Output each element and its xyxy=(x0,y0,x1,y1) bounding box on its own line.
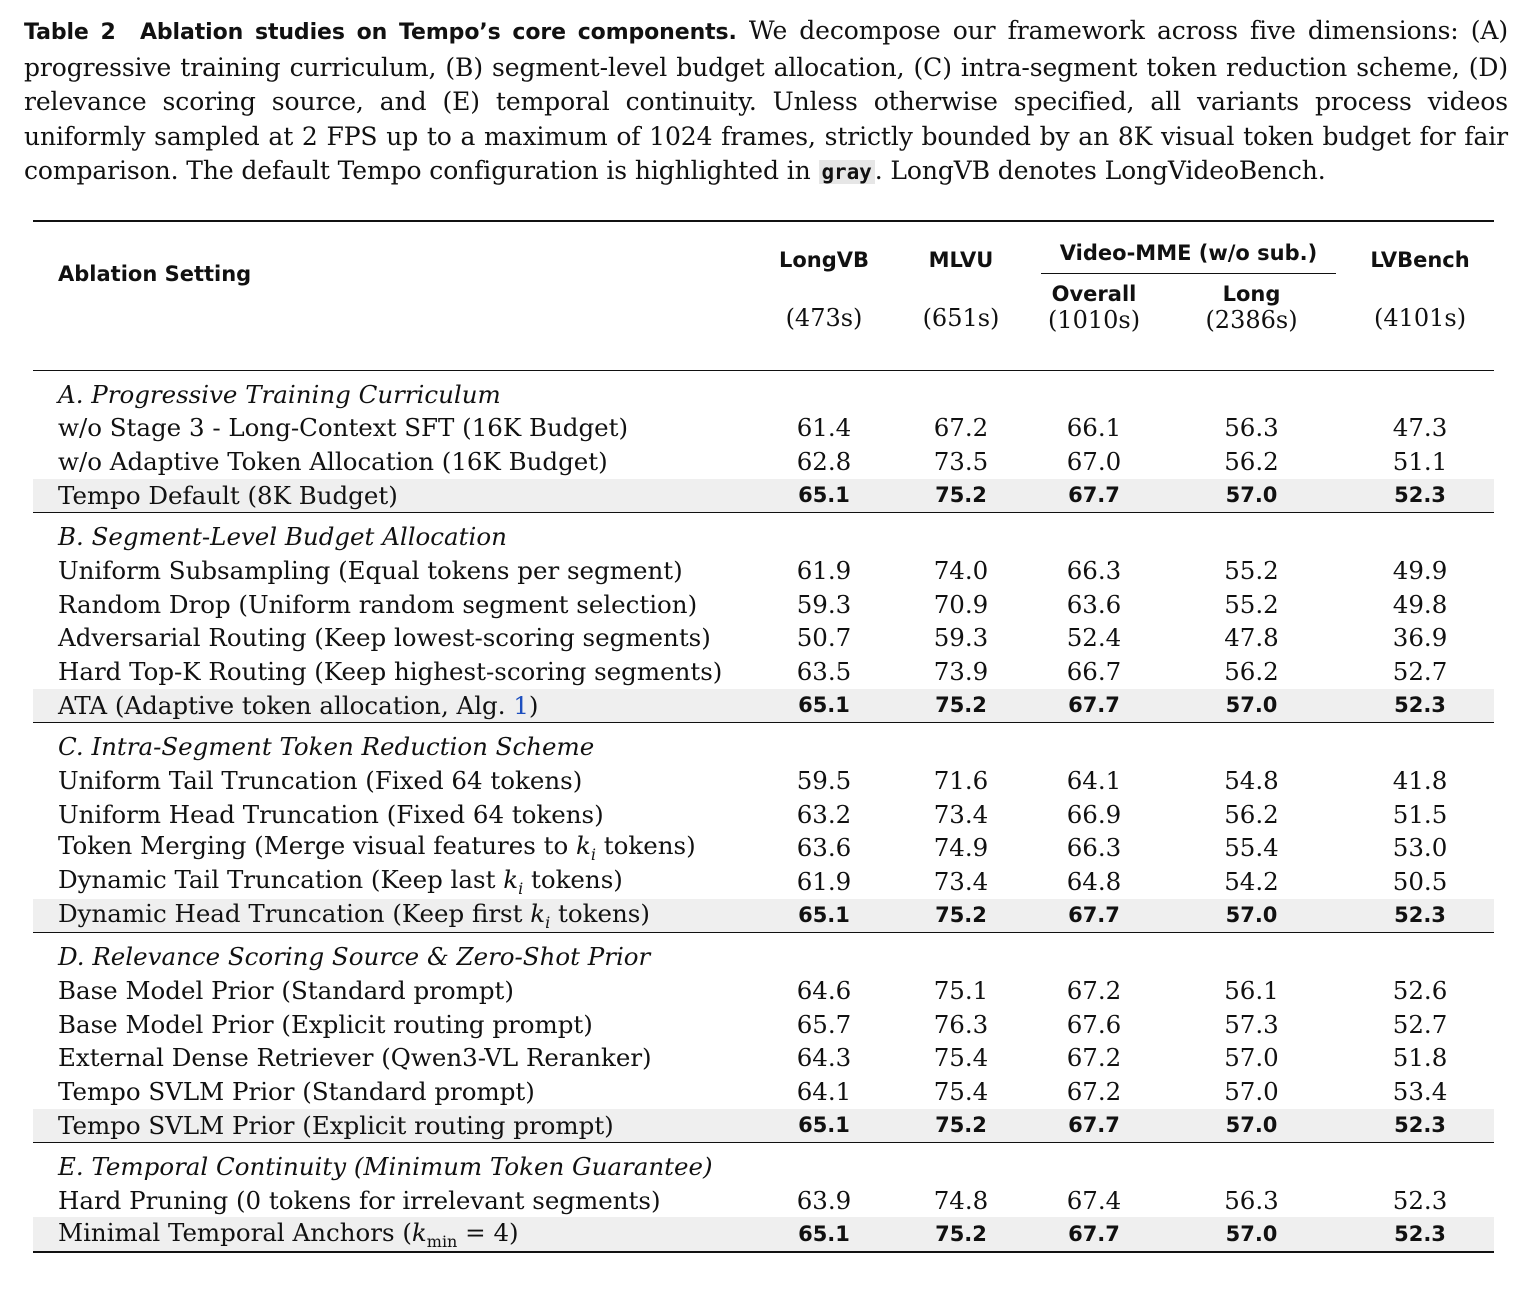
row-label: Tempo Default (8K Budget) xyxy=(33,479,757,513)
score-cell: 73.9 xyxy=(933,657,989,687)
score-cell: 75.2 xyxy=(891,479,1031,513)
score-cell: 64.3 xyxy=(796,1043,852,1073)
score-cell: 49.8 xyxy=(1392,589,1448,619)
score-cell: 41.8 xyxy=(1392,765,1448,795)
score-cell: 52.3 xyxy=(1392,1185,1448,1215)
algorithm-reference-link: 1 xyxy=(513,690,529,720)
table-row xyxy=(33,1007,1494,1041)
row-label: Adversarial Routing (Keep lowest-scoring segments) xyxy=(58,623,711,653)
score-cell: 55.2 xyxy=(1224,555,1279,585)
math-subscript: i xyxy=(590,845,596,865)
row-label: Base Model Prior (Explicit routing prompt) xyxy=(58,1009,593,1039)
score-cell: 50.7 xyxy=(796,623,852,653)
row-label-text-end: ) xyxy=(528,690,539,720)
score-cell: 56.2 xyxy=(1224,657,1279,687)
caption-body-end: . LongVB denotes LongVideoBench. xyxy=(874,156,1326,186)
table-row xyxy=(33,587,1494,621)
math-variable: k xyxy=(530,899,546,929)
score-cell: 75.2 xyxy=(891,1109,1031,1143)
longvb-duration: (473s) xyxy=(785,304,863,332)
score-cell: 52.3 xyxy=(1346,1217,1494,1252)
score-cell: 61.4 xyxy=(796,413,852,443)
score-cell: 52.3 xyxy=(1346,899,1494,933)
table-row-default xyxy=(33,479,1494,513)
table-row xyxy=(33,865,1494,899)
score-cell: 57.0 xyxy=(1157,479,1346,513)
table-row-default xyxy=(33,1217,1494,1252)
score-cell: 61.9 xyxy=(796,555,852,585)
section-title-e: E. Temporal Continuity (Minimum Token Guarantee) xyxy=(33,1143,1494,1184)
score-cell: 57.0 xyxy=(1157,899,1346,933)
score-cell: 67.2 xyxy=(1066,975,1122,1005)
score-cell: 70.9 xyxy=(933,589,989,619)
score-cell: 74.0 xyxy=(933,555,989,585)
score-cell: 36.9 xyxy=(1392,623,1448,653)
row-label: Uniform Subsampling (Equal tokens per segment) xyxy=(58,555,683,585)
score-cell: 65.1 xyxy=(757,1217,891,1252)
table-row xyxy=(33,973,1494,1007)
score-cell: 65.1 xyxy=(757,479,891,513)
score-cell: 75.2 xyxy=(891,689,1031,723)
score-cell: 51.8 xyxy=(1392,1043,1448,1073)
math-subscript: i xyxy=(518,879,524,899)
score-cell: 75.2 xyxy=(891,899,1031,933)
row-label: Tempo SVLM Prior (Standard prompt) xyxy=(58,1077,535,1107)
col-header-lvbench: LVBench xyxy=(1346,221,1494,278)
col-header-mlvu: MLVU xyxy=(891,221,1031,278)
score-cell: 75.4 xyxy=(933,1043,989,1073)
score-cell: 59.5 xyxy=(796,765,852,795)
score-cell: 67.2 xyxy=(933,413,989,443)
row-label-text: Token Merging (Merge visual features to xyxy=(58,831,577,861)
score-cell: 49.9 xyxy=(1392,555,1448,585)
score-cell: 66.1 xyxy=(1066,413,1122,443)
score-cell: 52.4 xyxy=(1066,623,1122,653)
math-subscript: i xyxy=(545,912,551,932)
col-header-overall: Overall (1010s) xyxy=(1047,282,1141,334)
score-cell: 75.1 xyxy=(933,975,989,1005)
col-header-videomme: Video-MME (w/o sub.) xyxy=(1031,221,1346,278)
score-cell: 67.6 xyxy=(1066,1009,1122,1039)
caption-gray-word: gray xyxy=(819,160,875,184)
score-cell: 52.7 xyxy=(1392,1009,1448,1039)
score-cell: 53.0 xyxy=(1392,833,1448,863)
score-cell: 63.5 xyxy=(796,657,852,687)
score-cell: 54.2 xyxy=(1224,867,1279,897)
math-variable: k xyxy=(503,865,519,895)
table-row xyxy=(33,1075,1494,1109)
score-cell: 51.5 xyxy=(1392,799,1448,829)
score-cell: 66.3 xyxy=(1066,833,1122,863)
score-cell: 67.7 xyxy=(1031,479,1157,513)
score-cell: 57.0 xyxy=(1224,1043,1279,1073)
table-row xyxy=(33,1183,1494,1217)
table-row-default xyxy=(33,899,1494,933)
math-variable: k xyxy=(576,831,591,861)
score-cell: 55.4 xyxy=(1224,833,1279,863)
math-subscript: min xyxy=(426,1231,458,1251)
row-label: w/o Stage 3 - Long-Context SFT (16K Budget) xyxy=(58,413,629,443)
caption-title: Ablation studies on Tempo’s core components. xyxy=(139,20,737,45)
table-row xyxy=(33,621,1494,655)
score-cell: 53.4 xyxy=(1392,1077,1448,1107)
score-cell: 56.3 xyxy=(1224,413,1279,443)
row-label xyxy=(33,689,757,723)
score-cell: 57.0 xyxy=(1157,689,1346,723)
score-cell: 64.1 xyxy=(796,1077,852,1107)
mlvu-duration: (651s) xyxy=(922,304,1000,332)
score-cell: 65.1 xyxy=(757,689,891,723)
section-title-d: D. Relevance Scoring Source & Zero-Shot Prior xyxy=(33,933,1494,974)
table-row-default xyxy=(33,1109,1494,1143)
score-cell: 75.4 xyxy=(933,1077,989,1107)
score-cell: 56.3 xyxy=(1224,1185,1279,1215)
score-cell: 74.8 xyxy=(933,1185,989,1215)
row-label: Uniform Head Truncation (Fixed 64 tokens) xyxy=(58,799,604,829)
score-cell: 52.7 xyxy=(1392,657,1448,687)
score-cell: 73.4 xyxy=(933,799,989,829)
table-row xyxy=(33,445,1494,479)
score-cell: 51.1 xyxy=(1392,447,1448,477)
score-cell: 55.2 xyxy=(1224,589,1279,619)
table-row xyxy=(33,655,1494,689)
score-cell: 57.3 xyxy=(1224,1009,1279,1039)
row-label xyxy=(33,1217,757,1252)
section-header-d xyxy=(33,933,1494,974)
score-cell: 67.0 xyxy=(1066,447,1122,477)
row-label-text-end: tokens) xyxy=(523,865,623,895)
score-cell: 63.6 xyxy=(796,833,852,863)
score-cell: 64.1 xyxy=(1066,765,1122,795)
score-cell: 54.8 xyxy=(1224,765,1279,795)
table-row xyxy=(33,797,1494,831)
score-cell: 71.6 xyxy=(933,765,989,795)
score-cell: 67.7 xyxy=(1031,1109,1157,1143)
score-cell: 47.8 xyxy=(1224,623,1279,653)
score-cell: 73.4 xyxy=(933,867,989,897)
row-label: External Dense Retriever (Qwen3-VL Reranker) xyxy=(58,1043,652,1073)
section-header-b xyxy=(33,513,1494,554)
score-cell: 47.3 xyxy=(1392,413,1448,443)
score-cell: 67.4 xyxy=(1066,1185,1122,1215)
score-cell: 57.0 xyxy=(1224,1077,1279,1107)
score-cell: 67.2 xyxy=(1066,1043,1122,1073)
score-cell: 66.7 xyxy=(1066,657,1122,687)
score-cell: 66.3 xyxy=(1066,555,1122,585)
score-cell: 52.3 xyxy=(1346,1109,1494,1143)
score-cell: 52.3 xyxy=(1346,689,1494,723)
caption-label: Table 2 xyxy=(24,20,116,45)
score-cell: 52.6 xyxy=(1392,975,1448,1005)
table-caption xyxy=(24,14,1508,190)
row-label xyxy=(33,899,757,933)
row-label: Hard Pruning (0 tokens for irrelevant segments) xyxy=(58,1185,661,1215)
row-label: Random Drop (Uniform random segment selection) xyxy=(58,589,698,619)
score-cell: 61.9 xyxy=(796,867,852,897)
score-cell: 74.9 xyxy=(933,833,989,863)
lvbench-duration: (4101s) xyxy=(1373,304,1467,332)
score-cell: 52.3 xyxy=(1346,479,1494,513)
score-cell: 65.1 xyxy=(757,1109,891,1143)
table-row-default xyxy=(33,689,1494,723)
row-label: Hard Top-K Routing (Keep highest-scoring segments) xyxy=(58,657,723,687)
section-title-b: B. Segment-Level Budget Allocation xyxy=(33,513,1494,554)
caption-body: We decompose our framework across five dimensions: (A) progressive training curriculum, (B) segment-level budget allocation, (C) intra-segment token reduction scheme, (D) relevance scoring source, and (E) temporal continuity. Unless otherwise specified, all variants process videos uniformly sampled at 2 FPS up to a maximum of 1024 frames, strictly bounded by an 8K visual token budget for fair comparison. The default Tempo configuration is highlighted in xyxy=(24,16,1508,186)
score-cell: 75.2 xyxy=(891,1217,1031,1252)
score-cell: 65.1 xyxy=(757,899,891,933)
row-label xyxy=(33,865,757,899)
section-header-a xyxy=(33,371,1494,412)
score-cell: 62.8 xyxy=(796,447,852,477)
row-label xyxy=(33,831,757,865)
col-header-setting: Ablation Setting xyxy=(33,221,757,371)
col-header-longvb: LongVB xyxy=(757,221,891,278)
row-label-text-end: = 4) xyxy=(457,1217,519,1247)
col-header-long: Long (2386s) xyxy=(1205,282,1298,334)
score-cell: 64.6 xyxy=(796,975,852,1005)
table-row xyxy=(33,1041,1494,1075)
section-header-c xyxy=(33,723,1494,764)
score-cell: 59.3 xyxy=(933,623,989,653)
score-cell: 64.8 xyxy=(1066,867,1122,897)
row-label: Uniform Tail Truncation (Fixed 64 tokens) xyxy=(58,765,583,795)
score-cell: 73.5 xyxy=(933,447,989,477)
score-cell: 67.7 xyxy=(1031,1217,1157,1252)
score-cell: 66.9 xyxy=(1066,799,1122,829)
score-cell: 67.2 xyxy=(1066,1077,1122,1107)
score-cell: 63.2 xyxy=(796,799,852,829)
score-cell: 57.0 xyxy=(1157,1217,1346,1252)
score-cell: 50.5 xyxy=(1392,867,1448,897)
row-label-text: Dynamic Tail Truncation (Keep last xyxy=(58,865,504,895)
section-title-c: C. Intra-Segment Token Reduction Scheme xyxy=(33,723,1494,764)
math-variable: k xyxy=(411,1217,427,1247)
row-label: Tempo SVLM Prior (Explicit routing prompt) xyxy=(33,1109,757,1143)
section-header-e xyxy=(33,1143,1494,1184)
score-cell: 63.6 xyxy=(1066,589,1122,619)
score-cell: 76.3 xyxy=(933,1009,989,1039)
score-cell: 63.9 xyxy=(796,1185,852,1215)
row-label-text: Minimal Temporal Anchors ( xyxy=(58,1217,412,1247)
table-row xyxy=(33,411,1494,445)
score-cell: 57.0 xyxy=(1157,1109,1346,1143)
table-row xyxy=(33,831,1494,865)
score-cell: 59.3 xyxy=(796,589,852,619)
score-cell: 56.1 xyxy=(1224,975,1279,1005)
ablation-table xyxy=(33,220,1494,1253)
row-label: w/o Adaptive Token Allocation (16K Budget) xyxy=(58,447,608,477)
row-label-text: Dynamic Head Truncation (Keep first xyxy=(58,899,531,929)
header-row-1 xyxy=(33,221,1494,278)
section-title-a: A. Progressive Training Curriculum xyxy=(33,371,1494,412)
score-cell: 56.2 xyxy=(1224,447,1279,477)
score-cell: 67.7 xyxy=(1031,899,1157,933)
score-cell: 56.2 xyxy=(1224,799,1279,829)
table-row xyxy=(33,763,1494,797)
score-cell: 67.7 xyxy=(1031,689,1157,723)
row-label: Base Model Prior (Standard prompt) xyxy=(58,975,514,1005)
row-label-text-end: tokens) xyxy=(550,899,650,929)
row-label-text: ATA (Adaptive token allocation, Alg. xyxy=(58,690,514,720)
table-row xyxy=(33,553,1494,587)
score-cell: 65.7 xyxy=(796,1009,852,1039)
row-label-text-end: tokens) xyxy=(596,831,696,861)
